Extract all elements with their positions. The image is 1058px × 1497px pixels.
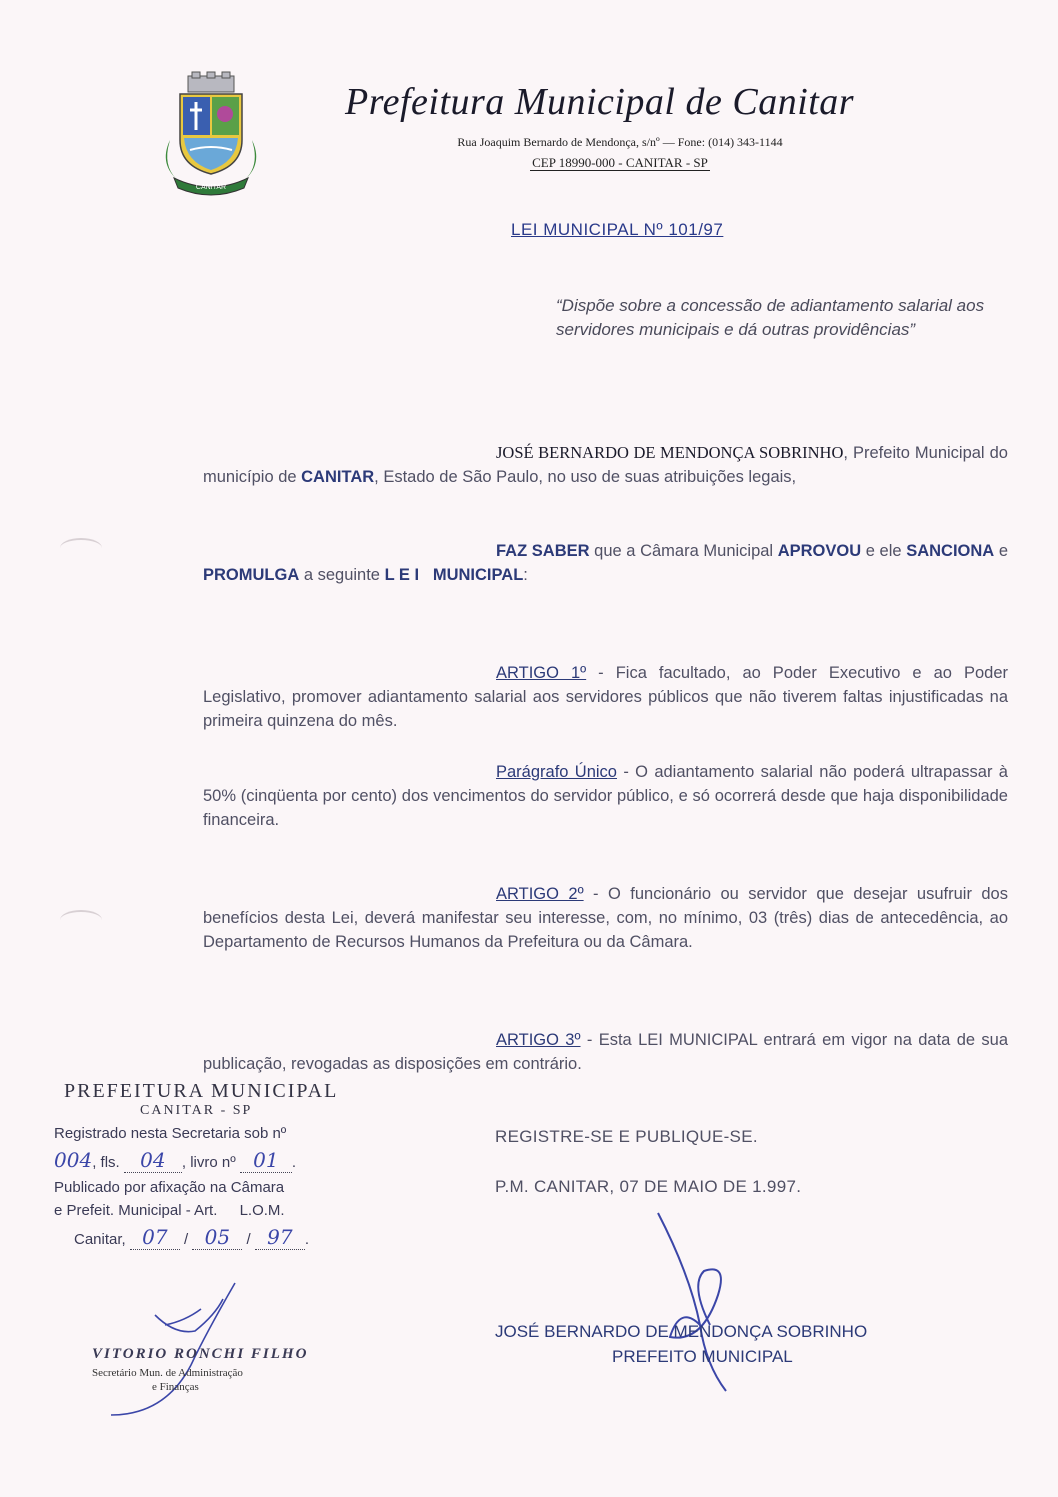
stamp-publicado: Publicado por afixação na Câmara [54, 1179, 285, 1196]
closing-date: P.M. CANITAR, 07 DE MAIO DE 1.997. [495, 1177, 802, 1196]
faz-saber-lead: FAZ SABER [496, 542, 590, 560]
stamp-registrado: Registrado nesta Secretaria sob nº [54, 1125, 287, 1142]
secretary-name: VITORIO RONCHI FILHO [92, 1346, 309, 1362]
secretary-role-line-1: Secretário Mun. de Administração [92, 1367, 243, 1379]
stamp-day: 07 [130, 1225, 180, 1250]
coat-of-arms-icon [150, 70, 272, 198]
artigo-3-paragraph [203, 1028, 1008, 1076]
paragrafo-unico-paragraph [203, 760, 1008, 832]
stamp-prefeit-row [54, 1202, 384, 1219]
stamp-line-2: CANITAR - SP [140, 1103, 253, 1118]
law-title: LEI MUNICIPAL Nº 101/97 [511, 220, 724, 239]
municipality-cep [360, 155, 880, 171]
stamp-line-1: PREFEITURA MUNICIPAL [64, 1080, 339, 1102]
preamble-text-a: , Prefeito Municipal do município de [203, 444, 1008, 486]
paragrafo-unico-label: Parágrafo Único [496, 763, 617, 781]
cep-text: CEP 18990-000 - CANITAR - SP [532, 155, 708, 170]
aprovou-word: APROVOU [777, 542, 862, 560]
stamp-month: 05 [192, 1225, 242, 1250]
faz-saber-text-d: a seguinte [299, 566, 385, 584]
artigo-2-label: ARTIGO 2º [496, 885, 584, 903]
faz-saber-text-a: que a Câmara Municipal [589, 542, 778, 560]
secretary-role [92, 1366, 243, 1394]
punch-hole-mark [60, 910, 102, 930]
mayor-name: JOSÉ BERNARDO DE MENDONÇA SOBRINHO [496, 443, 844, 462]
secretary-role-line-2: e Finanças [152, 1381, 199, 1393]
artigo-1-label: ARTIGO 1º [496, 664, 587, 682]
stamp-livro-label: , livro nº [181, 1154, 236, 1171]
city-name: CANITAR [301, 468, 375, 486]
stamp-date-row: Canitar, 07 / 05 / 97 . [74, 1225, 310, 1249]
municipality-address: Rua Joaquim Bernardo de Mendonça, s/nº — Fone: (014) 343-1144 [457, 135, 783, 149]
faz-saber-text-c: e [994, 542, 1009, 560]
stamp-fls: 04 [124, 1148, 182, 1173]
registre-text: REGISTRE-SE E PUBLIQUE-SE. [495, 1127, 758, 1146]
faz-saber-text-b: e ele [861, 542, 907, 560]
stamp-year: 97 [255, 1225, 305, 1250]
artigo-2-paragraph [203, 882, 1008, 954]
paragrafo-unico-text: - O adiantamento salarial não poderá ultrapassar à 50% (cinqüenta por cento) dos vencimentos do servidor público, e só ocorrerá desde que haja disponibilidade financeira. [203, 763, 1008, 829]
stamp-livro: 01 [240, 1148, 292, 1173]
preamble-text-b: , Estado de São Paulo, no uso de suas atribuições legais, [374, 468, 797, 486]
faz-saber-text-e: : [523, 566, 528, 584]
sanciona-word: SANCIONA [906, 542, 995, 560]
promulga-word: PROMULGA [203, 566, 300, 584]
punch-hole-mark [60, 538, 102, 558]
municipality-title: Prefeitura Municipal de Canitar [345, 81, 855, 123]
stamp-lom: L.O.M. [239, 1202, 285, 1219]
registration-stamp [54, 1080, 384, 1250]
faz-saber-paragraph [203, 539, 1008, 587]
stamp-numbers-row: 004, fls. 04 , livro nº 01 . [54, 1148, 297, 1172]
artigo-2-text: - O funcionário ou servidor que desejar usufruir dos benefícios desta Lei, deverá manifestar seu interesse, com, no mínimo, 03 (três) dias de antecedência, ao Departamento de Recursos Humanos da Prefeitura ou da Câmara. [203, 885, 1008, 951]
artigo-1-paragraph [203, 661, 1008, 733]
stamp-canitar-label: Canitar, [74, 1231, 126, 1248]
stamp-fls-label: , fls. [92, 1154, 120, 1171]
svg-text:CANITAR: CANITAR [195, 184, 227, 191]
mayor-signature-role: PREFEITO MUNICIPAL [612, 1347, 793, 1366]
lei-municipal-word: L E I MUNICIPAL [384, 566, 524, 584]
artigo-3-label: ARTIGO 3º [496, 1031, 581, 1049]
stamp-number: 004 [54, 1148, 93, 1172]
stamp-prefeit: e Prefeit. Municipal - Art. [54, 1202, 218, 1219]
artigo-1-text: - Fica facultado, ao Poder Executivo e ao Poder Legislativo, promover adiantamento salarial aos servidores públicos que não tiverem faltas injustificadas na primeira quinzena do mês. [203, 664, 1008, 730]
preamble-paragraph [203, 441, 1008, 489]
artigo-3-text: - Esta LEI MUNICIPAL entrará em vigor na data de sua publicação, revogadas as disposições em contrário. [203, 1031, 1008, 1073]
law-summary: “Dispõe sobre a concessão de adiantamento salarial aos servidores municipais e dá outras providências” [556, 296, 985, 339]
mayor-signature-name: JOSÉ BERNARDO DE MENDONÇA SOBRINHO [495, 1322, 868, 1341]
